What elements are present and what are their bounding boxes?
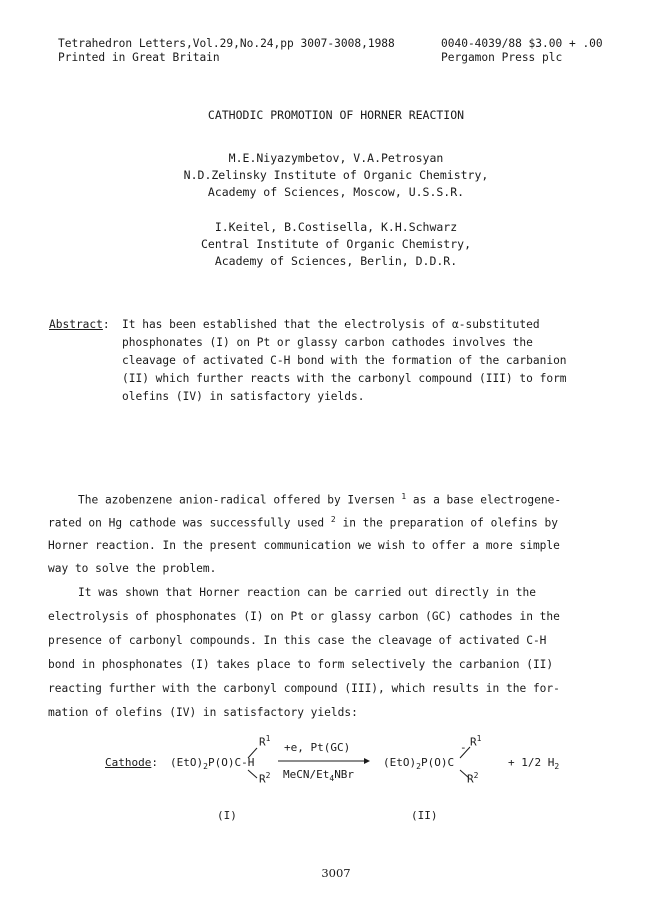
authors-group-2: I.Keitel, B.Costisella, K.H.Schwarz [214, 220, 458, 234]
r2-letter: R [259, 772, 266, 786]
reactant-ester: (EtO) [170, 756, 204, 769]
r2-superscript: 2 [473, 771, 479, 780]
body-line: presence of carbonyl compounds. In this case the cleavage of activated C-H [48, 634, 547, 647]
abstract-colon: : [102, 318, 110, 331]
journal-citation: Tetrahedron Letters,Vol.29,No.24,pp 3007-3008,1988 [58, 37, 395, 50]
printed-location: Printed in Great Britain [58, 51, 220, 64]
product-core: P(O)C [420, 756, 455, 769]
body-line: mation of olefins (IV) in satisfactory yields: [48, 706, 358, 719]
abstract-line: (II) which further reacts with the carbonyl compound (III) to form [122, 372, 567, 385]
r2-letter: R [467, 772, 474, 786]
bond-r1 [460, 747, 470, 758]
abstract-line: It has been established that the electrolysis of α-substituted [122, 318, 540, 331]
body-line: electrolysis of phosphonates (I) on Pt or glassy carbon (GC) cathodes in the [48, 610, 560, 623]
price-code: 0040-4039/88 $3.00 + .00 [441, 37, 603, 50]
abstract-line: cleavage of activated C-H bond with the formation of the carbanion [122, 354, 567, 367]
compound-label-II: (II) [411, 809, 438, 822]
cathode-word: Cathode [105, 756, 152, 769]
solvent-text: MeCN/Et [283, 768, 330, 781]
reactant-bonds [240, 744, 270, 784]
product-bonds [454, 744, 484, 784]
location-2: Academy of Sciences, Berlin, D.D.R. [214, 254, 458, 268]
arrow-condition-top: +e, Pt(GC) [284, 741, 351, 754]
text-run: The azobenzene anion-radical offered by Iversen [78, 493, 402, 507]
product-subscript: 2 [416, 762, 421, 772]
body-line: Horner reaction. In the present communication we wish to offer a more simple [48, 539, 560, 552]
compound-label-I: (I) [217, 809, 237, 822]
product-formula [383, 756, 454, 771]
hydrogen-text: + 1/2 H [508, 756, 555, 769]
body-line [78, 492, 561, 507]
institution-2: Central Institute of Organic Chemistry, [200, 237, 472, 251]
body-line: way to solve the problem. [48, 562, 217, 575]
bond-r2 [460, 770, 469, 778]
text-run: rated on Hg cathode was successfully used [48, 516, 331, 530]
publisher: Pergamon Press plc [441, 51, 563, 64]
bond-r1 [248, 748, 257, 758]
hydrogen-subscript: 2 [554, 762, 560, 772]
location-1: Academy of Sciences, Moscow, U.S.S.R. [207, 185, 465, 199]
abstract-heading [49, 318, 110, 331]
body-line: It was shown that Horner reaction can be carried out directly in the [78, 586, 537, 599]
r1-superscript: 1 [265, 734, 271, 743]
text-run: as a base electrogene- [406, 493, 562, 507]
body-line: reacting further with the carbonyl compound (III), which results in the for- [48, 682, 560, 695]
abstract-line: phosphonates (I) on Pt or glassy carbon cathodes involves the [122, 336, 533, 349]
body-line: bond in phosphonates (I) takes place to form selectively the carbanion (II) [48, 658, 554, 671]
paper-title: CATHODIC PROMOTION OF HORNER REACTION [207, 108, 465, 122]
reference-2: 2 [330, 515, 336, 524]
r1-letter: R [259, 735, 266, 749]
reaction-arrow [278, 756, 370, 766]
reactant-core: P(O)C-H [207, 756, 255, 769]
institution-1: N.D.Zelinsky Institute of Organic Chemistry, [183, 168, 489, 182]
authors-group-1: M.E.Niyazymbetov, V.A.Petrosyan [228, 151, 444, 165]
reactant-subscript: 2 [203, 762, 208, 772]
r1-letter: R [470, 735, 477, 749]
cathode-label [105, 756, 158, 769]
product-ester: (EtO) [383, 756, 417, 769]
cathode-colon: : [151, 756, 158, 769]
r1-superscript: 1 [476, 734, 482, 743]
solvent-text-end: NBr [334, 768, 355, 781]
bond-r2 [248, 770, 257, 778]
text-run: in the preparation of olefins by [335, 516, 558, 530]
arrow-condition-bottom [283, 768, 354, 783]
solvent-subscript: 4 [329, 774, 335, 784]
r2-superscript: 2 [265, 771, 271, 780]
abstract-line: olefins (IV) in satisfactory yields. [122, 390, 365, 403]
carbanion-charge: - [460, 741, 467, 754]
abstract-label: Abstract [49, 318, 103, 331]
body-line [48, 515, 558, 530]
reference-1: 1 [401, 492, 407, 501]
hydrogen-byproduct [508, 756, 559, 771]
page-number: 3007 [321, 866, 351, 880]
